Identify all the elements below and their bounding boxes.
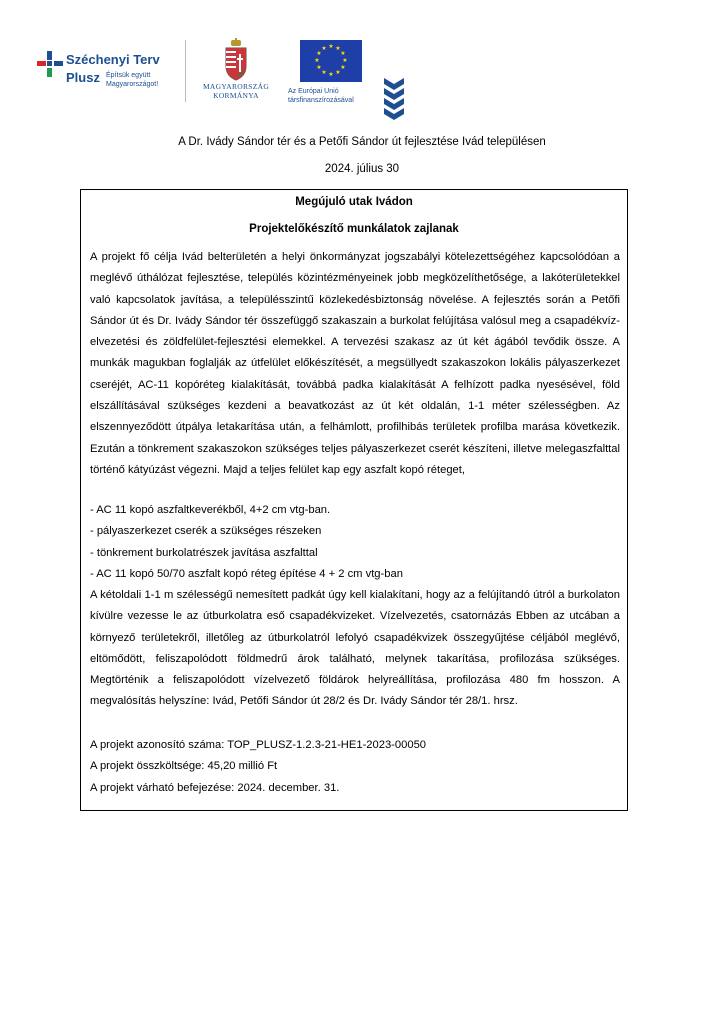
svg-text:★: ★ [340,64,346,71]
szechenyi-tagline-2: Magyarországot! [106,81,159,88]
work-items-list [90,500,620,585]
header-logos [0,0,724,120]
article-paragraph-1: A projekt fő célja Ivád belterületén a helyi önkormányzat jogszabályi kötelezettségéhez kapcsolódóan a meglévő úthálózat fejlesztése, település közintézményeinek jobb megközelíthetősége, a lakóterületekkel való kapcsolatok javítása, a településszintű közlekedésbiztonság növelése. A fejlesztés során a Petőfi Sándor út és Dr. Ivády Sándor tér összefüggő szakaszain a burkolat felújítása valósul meg a csapadékvíz-elvezetési és zöldfelület-fejlesztési elemekkel. A tervezési szakasz az út két ágából tevődik össze. A munkák magukban foglalják az útfelület előkészítését, a megsüllyedt szakaszokon lokális pályaszerkezet cseréjét, AC-11 kopóréteg kialakítását, továbbá padka kialakítását A felhízott padka nyesésével, föld elszállításával szükséges kezdeni a beavatkozást az út két oldalán, 1-1 méter szélességben. Az elszennyeződött útpálya letakarítása után, a felhámlott, profilhibás területek profilba marása következik. Ezután a tönkrement szakaszokon szükséges teljes pályaszerkezet cserét készíteni, illetve melegaszfalttal történő kátyúzást végezni. Majd a teljes felület kap egy aszfalt kopó réteget, [90,251,620,476]
svg-text:★: ★ [335,45,341,52]
logo-divider [185,40,186,102]
svg-text:★: ★ [321,45,327,52]
article-subheading: Projektelőkészítő munkálatok zajlanak [249,223,459,235]
work-item: - AC 11 kopó 50/70 aszfalt kopó réteg építése 4 + 2 cm vtg-ban [90,567,403,580]
szechenyi-tagline-1: Építsük együtt [106,72,151,79]
eu-line-1: Az Európai Unió [288,88,339,95]
project-info-list [90,735,620,799]
svg-text:★: ★ [342,57,348,64]
work-item: - pályaszerkezet cserék a szükséges részeken [90,525,322,538]
project-id: A projekt azonosító száma: TOP_PLUSZ-1.2.3-21-HE1-2023-00050 [90,739,427,751]
svg-text:★: ★ [316,64,322,71]
svg-text:★: ★ [328,43,334,50]
kormany-line-2: KORMÁNYA [213,91,259,100]
svg-text:★: ★ [321,69,327,76]
hungarian-coat-of-arms-icon [223,38,249,82]
eu-line-2: társfinanszírozásával [288,97,354,104]
szechenyi-cross-icon [36,50,64,78]
szechenyi-terv-logo [36,44,186,104]
project-cost: A projekt összköltsége: 45,20 millió Ft [90,760,278,773]
document-title: A Dr. Ivády Sándor tér és a Petőfi Sándor út fejlesztése Ivád településen [178,136,546,148]
szechenyi-plusz: Plusz [66,70,100,85]
eu-text [288,87,354,105]
article-box [80,189,628,811]
work-item: - AC 11 kopó aszfaltkeverékből, 4+2 cm vtg-ban. [90,504,331,516]
article-paragraph-2: A kétoldali 1-1 m szélességű nemesített padkát úgy kell kialakítani, hogy az a felújítandó útról a burkolaton kívülre vezesse le az útburkolatra eső csapadékvizeket. Vízelvezetés, csatornázás Ebben az utcában a környező területekről, illetőleg az útburkolatról lefolyó csapadékvizek összegyűjtése céljából meglévő, eltömődött, feliszapolódott földmedrű árok található, melynek takarítása, profilozása szükséges. Megtörténik a feliszapolódott vízelvezető földárok helyreállítása, profilozása 480 fm hosszon. A megvalósítás helyszíne: Ivád, Petőfi Sándor út 28/2 és Dr. Ivády Sándor tér 28/1. hrsz. [90,589,620,708]
kormany-line-1: MAGYARORSZÁG [202,82,270,91]
decorative-chevron-stripes [384,78,404,120]
document-date: 2024. július 30 [324,163,400,175]
work-item: - tönkrement burkolatrészek javítása aszfalttal [90,546,318,559]
svg-text:★: ★ [314,57,320,64]
eu-cofinancing-logo [286,40,396,110]
svg-text:★: ★ [316,50,322,57]
article-heading: Megújuló utak Ivádon [295,196,413,208]
magyarorszag-kormanya-logo [200,38,272,108]
svg-text:★: ★ [335,69,341,76]
project-completion: A projekt várható befejezése: 2024. december. 31. [90,781,340,794]
svg-text:★: ★ [340,50,346,57]
eu-flag-icon [300,40,362,82]
szechenyi-title: Széchenyi Terv [66,52,160,67]
svg-text:★: ★ [328,71,334,78]
